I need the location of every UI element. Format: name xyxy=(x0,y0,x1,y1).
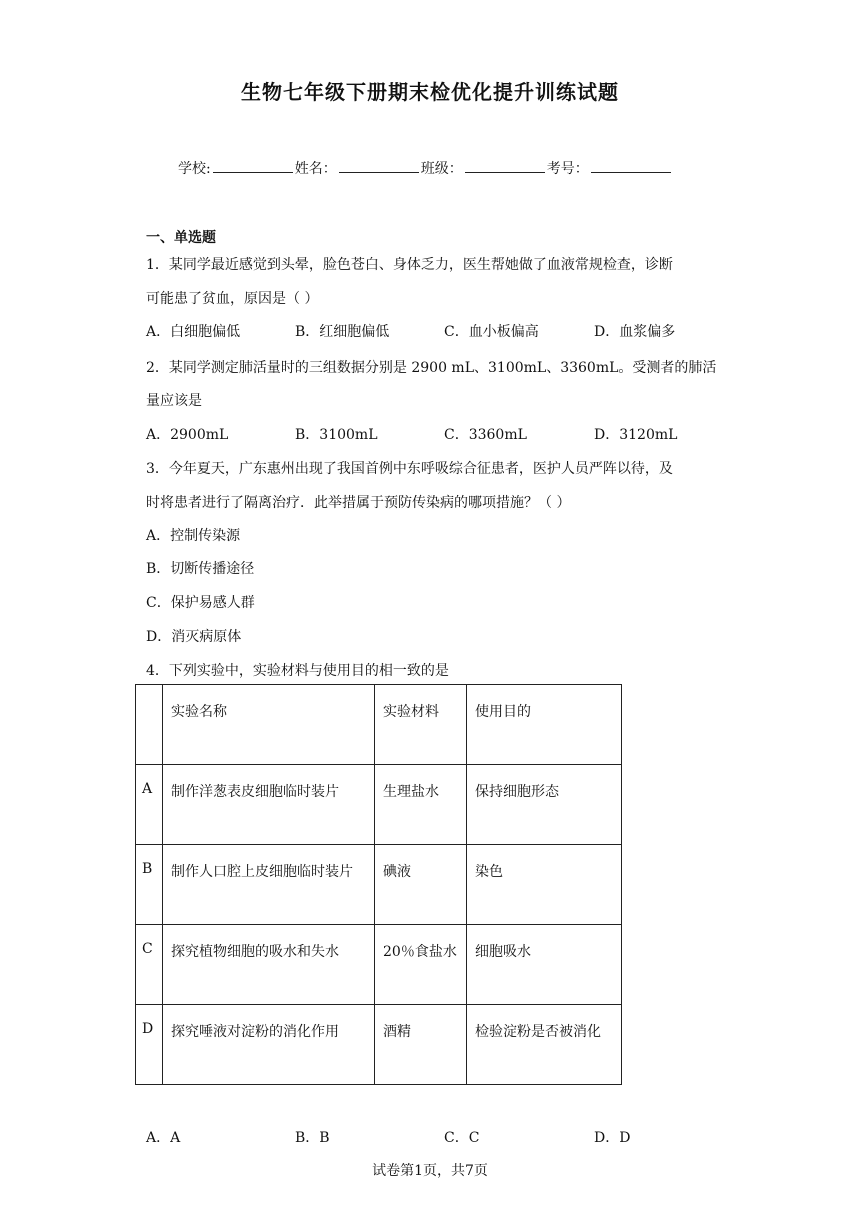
q2-option-a[interactable]: A．2900mL xyxy=(146,427,229,443)
q3-option-c[interactable]: C．保护易感人群 xyxy=(146,595,255,611)
table-cell: B xyxy=(136,845,163,925)
q2-option-c[interactable]: C．3360mL xyxy=(444,427,527,443)
q1-text-line1: 1．某同学最近感觉到头晕，脸色苍白、身体乏力，医生帮她做了血液常规检查，诊断 xyxy=(146,257,673,273)
table-cell: 碘液 xyxy=(375,845,467,925)
q2-text-line2: 量应该是 xyxy=(146,393,202,409)
table-cell: 20％食盐水 xyxy=(375,925,467,1005)
q1-option-c[interactable]: C．血小板偏高 xyxy=(444,324,539,340)
table-cell: 探究唾液对淀粉的消化作用 xyxy=(163,1005,375,1085)
table-header-cell: 实验材料 xyxy=(375,685,467,765)
q3-text-line1: 3．今年夏天，广东惠州出现了我国首例中东呼吸综合征患者，医护人员严阵以待，及 xyxy=(146,461,673,477)
school-blank[interactable] xyxy=(213,158,293,173)
table-cell: 细胞吸水 xyxy=(467,925,622,1005)
table-row xyxy=(136,765,622,845)
table-cell: D xyxy=(136,1005,163,1085)
table-cell: 制作人口腔上皮细胞临时装片 xyxy=(163,845,375,925)
section-heading: 一、单选题 xyxy=(146,230,216,246)
table-header-cell: 实验名称 xyxy=(163,685,375,765)
table-cell: 酒精 xyxy=(375,1005,467,1085)
name-blank[interactable] xyxy=(339,158,419,173)
name-label: 姓名： xyxy=(294,161,337,177)
table-header-cell: 使用目的 xyxy=(467,685,622,765)
q3-option-d[interactable]: D．消灭病原体 xyxy=(146,629,242,645)
q2-option-d[interactable]: D．3120mL xyxy=(594,427,678,443)
q1-text-line2: 可能患了贫血，原因是（ ） xyxy=(146,291,319,307)
table-cell: 生理盐水 xyxy=(375,765,467,845)
student-info-line xyxy=(178,158,673,178)
school-label: 学校: xyxy=(178,161,211,177)
q4-experiment-table xyxy=(135,684,622,1085)
table-cell xyxy=(136,685,163,765)
page-footer: 试卷第1页，共7页 xyxy=(372,1163,488,1179)
q3-text-line2: 时将患者进行了隔离治疗．此举措属于预防传染病的哪项措施？（ ） xyxy=(146,495,571,511)
table-cell: A xyxy=(136,765,163,845)
class-label: 班级： xyxy=(420,161,463,177)
q2-text-line1: 2．某同学测定肺活量时的三组数据分别是 2900 mL、3100mL、3360mL。受测者的肺活 xyxy=(146,360,717,376)
q3-option-b[interactable]: B．切断传播途径 xyxy=(146,561,255,577)
q4-option-c[interactable]: C．C xyxy=(444,1130,480,1146)
table-row xyxy=(136,925,622,1005)
class-blank[interactable] xyxy=(465,158,545,173)
q4-option-b[interactable]: B．B xyxy=(295,1130,330,1146)
page-title: 生物七年级下册期末检优化提升训练试题 xyxy=(241,80,619,104)
number-blank[interactable] xyxy=(591,158,671,173)
table-cell: 染色 xyxy=(467,845,622,925)
q2-option-b[interactable]: B．3100mL xyxy=(295,427,378,443)
table-cell: 检验淀粉是否被消化 xyxy=(467,1005,622,1085)
q4-text-line1: 4．下列实验中，实验材料与使用目的相一致的是 xyxy=(146,663,449,679)
table-row xyxy=(136,1005,622,1085)
number-label: 考号： xyxy=(546,161,589,177)
table-cell: 探究植物细胞的吸水和失水 xyxy=(163,925,375,1005)
q1-option-d[interactable]: D．血浆偏多 xyxy=(594,324,676,340)
table-cell: 制作洋葱表皮细胞临时装片 xyxy=(163,765,375,845)
table-cell: 保持细胞形态 xyxy=(467,765,622,845)
q1-option-b[interactable]: B．红细胞偏低 xyxy=(295,324,390,340)
table-cell: C xyxy=(136,925,163,1005)
q4-option-d[interactable]: D．D xyxy=(594,1130,631,1146)
table-row xyxy=(136,845,622,925)
q1-option-a[interactable]: A．白细胞偏低 xyxy=(146,324,241,340)
q3-option-a[interactable]: A．控制传染源 xyxy=(146,528,241,544)
table-header-row xyxy=(136,685,622,765)
q4-option-a[interactable]: A．A xyxy=(146,1130,181,1146)
